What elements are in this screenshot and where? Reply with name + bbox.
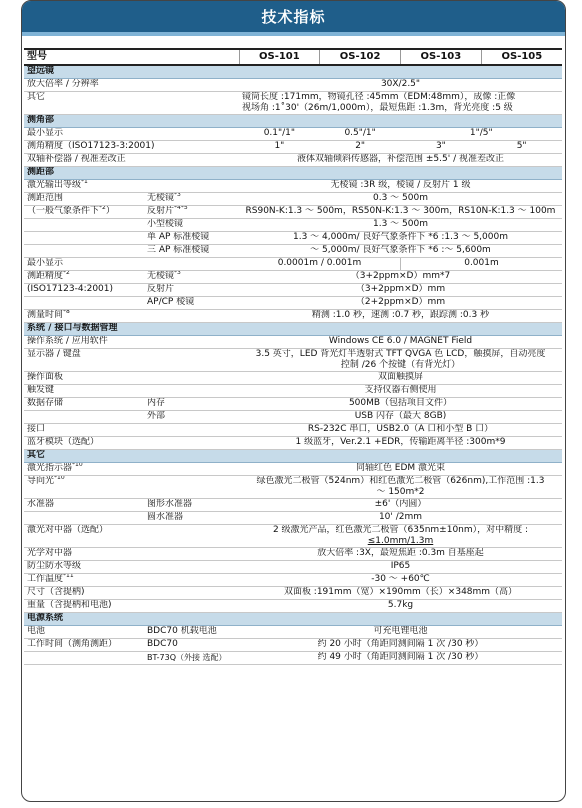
spec-sublabel: 三 AP 标准棱镜: [144, 245, 239, 258]
spec-label: 电池: [24, 626, 144, 639]
label-text: ）: [105, 206, 115, 216]
spec-row: [24, 476, 562, 499]
spec-row: [24, 574, 562, 587]
section-title: 系统 / 接口与数据管理: [24, 323, 562, 336]
section-telescope: [24, 65, 562, 79]
spec-row: [24, 141, 562, 154]
spec-sublabel: [144, 193, 239, 206]
spec-label: 蓝牙模块（选配）: [24, 437, 239, 450]
spec-sublabel: [144, 271, 239, 284]
spec-value-line: ～ 150m*2: [376, 487, 425, 497]
spec-value: 1": [239, 141, 320, 154]
spec-row: [24, 92, 562, 115]
label-text: 测距精度: [27, 271, 64, 281]
spec-value: ～ 5,000m/ 良好气象条件下 *6 :～ 5,600m: [239, 245, 562, 258]
spec-value: USB 闪存（最大 8GB): [239, 411, 562, 424]
spec-row: [24, 411, 562, 424]
spec-value: 0.1"/1": [239, 128, 320, 141]
spec-row: [24, 548, 562, 561]
spacer-cell: [24, 245, 144, 258]
spec-sheet: [21, 0, 566, 802]
section-title: 电源系统: [24, 613, 562, 626]
spec-label: [24, 574, 239, 587]
label-text: 激光输出等级: [27, 180, 82, 190]
model-header-row: [24, 49, 562, 65]
spec-value: 液体双轴倾斜传感器，补偿范围 ±5.5' / 视准差改正: [239, 154, 562, 167]
spacer-cell: [24, 411, 144, 424]
spec-value: 约 20 小时（角距同测间隔 1 次 /30 秒）: [239, 639, 562, 652]
spec-value: 10' /2mm: [239, 512, 562, 525]
spec-sublabel: BDC70: [144, 639, 239, 652]
spec-row: [24, 561, 562, 574]
spec-label: 触发键: [24, 385, 239, 398]
spec-label: 操作面板: [24, 372, 239, 385]
footnote-mark: *10: [54, 475, 65, 481]
spec-sublabel: [144, 206, 239, 219]
spacer-cell: [24, 297, 144, 310]
spec-label: [24, 271, 144, 284]
spec-value: [239, 525, 562, 548]
spec-label: 其它: [24, 92, 239, 115]
spec-value: 双面触摸屏: [239, 372, 562, 385]
spec-value-line: 3.5 英寸，LED 背光灯半透射式 TFT QVGA 色 LCD，触摸屏，自动亮度: [255, 349, 546, 359]
spec-label: 接口: [24, 424, 239, 437]
spec-value: 3": [401, 141, 482, 154]
spec-table: [24, 48, 562, 665]
spec-sublabel: 图形水准器: [144, 499, 239, 512]
spec-value: 精测 :1.0 秒，速测 :0.7 秒，跟踪测 :0.3 秒: [239, 310, 562, 323]
spec-row: [24, 310, 562, 323]
label-text: 导向光: [27, 476, 55, 486]
spec-label: 测角精度（ISO17123-3:2001): [24, 141, 239, 154]
label-text: 激光指示器: [27, 463, 73, 473]
spec-value: 5.7kg: [239, 600, 562, 613]
spec-value: 约 49 小时（角距同测间隔 1 次 /30 秒）: [239, 652, 562, 665]
spec-value: IP65: [239, 561, 562, 574]
label-text: 反射片: [147, 206, 175, 216]
spec-label: 激光对中器（选配）: [24, 525, 239, 548]
page-title: 技术指标: [261, 8, 326, 26]
title-banner: [22, 1, 565, 36]
spec-label: 最小显示: [24, 258, 239, 271]
section-title: 其它: [24, 450, 562, 463]
spec-label: 防尘防水等级: [24, 561, 239, 574]
spec-row: [24, 385, 562, 398]
spec-row: [24, 499, 562, 512]
model-os-101: OS-101: [239, 49, 320, 65]
spec-sublabel: AP/CP 棱镜: [144, 297, 239, 310]
footnote-mark: *3: [174, 192, 181, 198]
section-system: [24, 323, 562, 336]
section-title: 望远镜: [24, 65, 562, 79]
label-text: 无棱镜: [147, 193, 175, 203]
section-title: 测距部: [24, 167, 562, 180]
spec-value-line: 控制 /26 个按键（有背光灯）: [340, 360, 461, 370]
section-power: [24, 613, 562, 626]
spec-label: 最小显示: [24, 128, 239, 141]
spec-value: 1"/5": [401, 128, 563, 141]
spec-sublabel: BDC70 机载电池: [144, 626, 239, 639]
spec-row: [24, 463, 562, 476]
spec-label: 光学对中器: [24, 548, 239, 561]
spec-row: [24, 639, 562, 652]
spec-value: （3+2ppm×D）mm: [239, 284, 562, 297]
section-distance: [24, 167, 562, 180]
spec-value: 500MB（包括项目文件）: [239, 398, 562, 411]
spec-sublabel: 单 AP 标准棱镜: [144, 232, 239, 245]
spec-label-continued: [24, 206, 144, 219]
footnote-mark: *3: [174, 270, 181, 276]
spec-row: [24, 424, 562, 437]
spec-label: [24, 463, 239, 476]
spec-row: [24, 284, 562, 297]
spec-value: （2+2ppm×D）mm: [239, 297, 562, 310]
spacer-cell: [24, 232, 144, 245]
spec-row: [24, 372, 562, 385]
spec-value: 无棱镜 :3R 级，棱镜 / 反射片 1 级: [239, 180, 562, 193]
section-other: [24, 450, 562, 463]
footnote-mark: *4*5: [174, 205, 188, 211]
spec-value: 双面板 :191mm（宽）×190mm（长）×348mm（高）: [239, 587, 562, 600]
spec-row: [24, 626, 562, 639]
spec-row: [24, 154, 562, 167]
spec-value: 5": [481, 141, 562, 154]
section-title: 测角部: [24, 115, 562, 128]
spec-value: （3+2ppm×D）mm*7: [239, 271, 562, 284]
spec-row: [24, 271, 562, 284]
footnote-mark: *11: [63, 573, 74, 579]
spec-sublabel: 外部: [144, 411, 239, 424]
spec-value: 0.001m: [401, 258, 563, 271]
model-os-105: OS-105: [481, 49, 562, 65]
spec-sublabel: 小型棱镜: [144, 219, 239, 232]
footnote-mark: *2: [63, 270, 70, 276]
spec-row: [24, 398, 562, 411]
model-os-102: OS-102: [320, 49, 401, 65]
label-text: 工作温度: [27, 574, 64, 584]
spec-row: [24, 297, 562, 310]
model-os-103: OS-103: [401, 49, 482, 65]
section-angle: [24, 115, 562, 128]
spec-value: Windows CE 6.0 / MAGNET Field: [239, 336, 562, 349]
spec-value-line: 绿色激光二极管（524nm）和红色激光二极管（626nm),工作范围 :1.3: [256, 476, 545, 486]
spec-row: [24, 336, 562, 349]
spec-label: 水准器: [24, 499, 144, 512]
spec-value: 0.0001m / 0.001m: [239, 258, 401, 271]
spec-value-line: 2 级激光产品，红色激光二极管（635nm±10nm），对中精度 :: [272, 525, 529, 535]
spec-value: 1.3 ～ 500m: [239, 219, 562, 232]
spec-value: 2": [320, 141, 401, 154]
spec-value: RS-232C 串口，USB2.0（A 口和小型 B 口）: [239, 424, 562, 437]
footnote-mark: *2: [99, 205, 106, 211]
spec-value: ±6'（内圆）: [239, 499, 562, 512]
spec-label: [24, 310, 239, 323]
spec-value: [239, 349, 562, 372]
spec-sublabel: 内存: [144, 398, 239, 411]
spec-value-line: 镜筒长度 :171mm，物镜孔径 :45mm（EDM:48mm），成像 :正像: [242, 92, 516, 102]
spec-label: 重量（含提柄和电池): [24, 600, 239, 613]
spec-row: [24, 525, 562, 548]
label-text: 无棱镜: [147, 271, 175, 281]
spec-label: 双轴补偿器 / 视准差改正: [24, 154, 239, 167]
spec-value: 支持仪器右侧使用: [239, 385, 562, 398]
spec-row: [24, 206, 562, 219]
spec-value: -30 ～ +60℃: [239, 574, 562, 587]
spec-value: RS90N-K:1.3 ～ 500m，RS50N-K:1.3 ～ 300m，RS10N-K:1.3 ～ 100m: [239, 206, 562, 219]
spec-label: 放大倍率 / 分辨率: [24, 79, 239, 92]
spec-row: [24, 600, 562, 613]
spec-row: [24, 587, 562, 600]
spec-sublabel: 反射片: [144, 284, 239, 297]
spec-value: 30X/2.5": [239, 79, 562, 92]
spec-row: [24, 193, 562, 206]
spec-row: [24, 180, 562, 193]
spec-row: [24, 79, 562, 92]
footnote-mark: *10: [72, 462, 83, 468]
spec-value: 1 级蓝牙，Ver.2.1 +EDR，传输距离半径 :300m*9: [239, 437, 562, 450]
spacer-cell: [24, 512, 144, 525]
spec-label: 显示器 / 键盘: [24, 349, 239, 372]
spec-label: 工作时间（测角测距）: [24, 639, 144, 652]
spec-value: 放大倍率 :3X，最短焦距 :0.3m 自基座起: [239, 548, 562, 561]
spec-row: [24, 219, 562, 232]
spec-label-continued: (ISO17123-4:2001): [24, 284, 144, 297]
model-label: 型号: [24, 49, 239, 65]
label-text: （一般气象条件下: [27, 206, 100, 216]
footnote-mark: *1: [81, 179, 88, 185]
spacer-cell: [24, 652, 144, 665]
spacer-cell: [24, 219, 144, 232]
spec-label: 数据存储: [24, 398, 144, 411]
spec-row: [24, 349, 562, 372]
spec-value: [239, 476, 562, 499]
spec-label: [24, 476, 239, 499]
spec-value: 0.5"/1": [320, 128, 401, 141]
spec-row: [24, 652, 562, 665]
spec-value: 1.3 ～ 4,000m/ 良好气象条件下 *6 :1.3 ～ 5,000m: [239, 232, 562, 245]
spec-value: 0.3 ～ 500m: [239, 193, 562, 206]
footnote-mark: *8: [63, 309, 70, 315]
spec-label: [24, 180, 239, 193]
label-text: 测量时间: [27, 310, 64, 320]
spec-value-line: ≤1.0mm/1.3m: [367, 536, 434, 546]
spec-row: [24, 232, 562, 245]
spec-value: 同轴红色 EDM 激光束: [239, 463, 562, 476]
spec-row: [24, 128, 562, 141]
spec-label: 尺寸（含提柄): [24, 587, 239, 600]
spec-sublabel: BT-73Q（外接 选配）: [144, 652, 239, 665]
spec-row: [24, 437, 562, 450]
spec-value: 可充电锂电池: [239, 626, 562, 639]
spec-sublabel: 圆水准器: [144, 512, 239, 525]
spec-row: [24, 258, 562, 271]
spec-value-line: 视场角 :1˚30'（26m/1,000m），最短焦距 :1.3m，背光亮度 :5 级: [242, 103, 513, 113]
spec-value: [239, 92, 562, 115]
spec-row: [24, 512, 562, 525]
spec-label: 操作系统 / 应用软件: [24, 336, 239, 349]
spec-label: 测距范围: [24, 193, 144, 206]
spec-row: [24, 245, 562, 258]
